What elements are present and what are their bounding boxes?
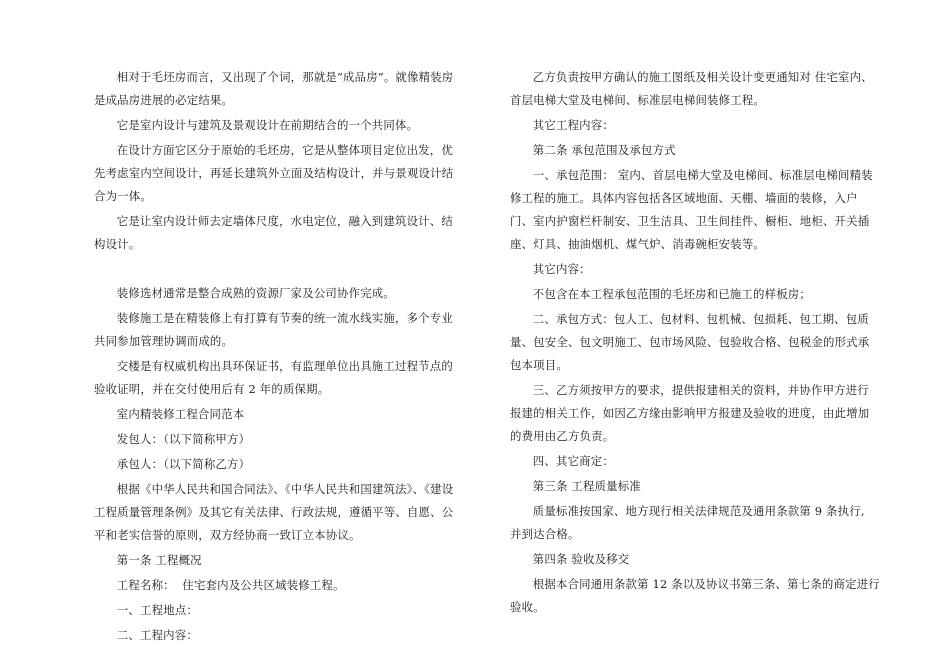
paragraph: 其它工程内容： <box>532 118 614 132</box>
paragraph: 根据本合同通用条款第 12 条以及协议书第三条、第七条的商定进行验收。 <box>510 577 880 614</box>
paragraph: 它是室内设计与建筑及景观设计在前期结合的一个共同体。 <box>116 118 419 132</box>
paragraph: 一、承包范围： 室内、首层电梯大堂及电梯间、标准层电梯间精装修工程的施工。具体内容包括各区域地面、天棚、墙面的装修，入户门、室内护窗栏杆制安、卫生洁具、卫生间挂件、橱柜、地柜、开关插座、灯具、抽油烟机、煤气炉、消毒碗柜安装等。 <box>510 168 873 251</box>
paragraph: 根据《中华人民共和国合同法》、《中华人民共和国建筑法》、《建设工程质量管理条例》及其它有关法律、行政法规，遵循平等、自愿、公平和老实信誉的原则，双方经协商一致订立本协议。 <box>94 482 454 542</box>
paragraph: 二、承包方式：包人工、包材料、包机械、包损耗、包工期、包质量、包安全、包文明施工、包市场风险、包验收合格、包税金的形式承包本项目。 <box>510 312 870 372</box>
article-heading: 第一条 工程概况 <box>116 553 202 567</box>
paragraph: 不包含在本工程承包范围的毛坯房和已施工的样板房； <box>532 287 811 301</box>
paragraph: 乙方负责按甲方确认的施工图纸及相关设计变更通知对 住宅室内、首层电梯大堂及电梯间、标准层电梯间装修工程。 <box>510 70 873 107</box>
blank-line <box>94 258 464 282</box>
employer-line: 发包人：（以下简称甲方） <box>116 432 251 446</box>
article-heading: 第四条 验收及移交 <box>532 552 630 566</box>
paragraph: 工程名称： 住宅套内及公共区域装修工程。 <box>116 578 345 592</box>
paragraph: 二、工程内容： <box>116 628 198 642</box>
contract-title: 室内精装修工程合同范本 <box>116 407 245 421</box>
article-heading: 第三条 工程质量标准 <box>532 479 641 493</box>
left-column <box>94 66 464 649</box>
paragraph: 在设计方面它区分于原始的毛坯房，它是从整体项目定位出发，优先考虑室内空间设计，再延长建筑外立面及结构设计，并与景观设计结合为一体。 <box>94 143 454 203</box>
paragraph: 相对于毛坯房而言，又出现了个词，那就是“成品房”。就像精装房是成品房进展的必定结果。 <box>94 70 454 107</box>
paragraph: 四、其它商定： <box>532 454 614 468</box>
paragraph: 它是让室内设计师去定墙体尺度，水电定位，融入到建筑设计、结构设计。 <box>94 214 453 251</box>
contractor-line: 承包人：（以下简称乙方） <box>116 457 251 471</box>
paragraph: 三、乙方须按甲方的要求，提供报建相关的资料，并协作甲方进行报建的相关工作，如因乙方缘由影响甲方报建及验收的进度，由此增加的费用由乙方负责。 <box>510 383 870 443</box>
article-heading: 第二条 承包范围及承包方式 <box>532 143 676 157</box>
paragraph: 一、工程地点： <box>116 603 198 617</box>
right-column <box>510 66 880 621</box>
paragraph: 质量标准按国家、地方现行相关法律规范及通用条款第 9 条执行, 并到达合格。 <box>510 504 869 541</box>
paragraph: 交楼是有权威机构出具环保证书，有监理单位出具施工过程节点的验收证明，并在交付使用后有 2 年的质保期。 <box>94 359 453 396</box>
paragraph: 其它内容： <box>532 262 591 276</box>
paragraph: 装修施工是在精装修上有打算有节奏的统一流水线实施，多个专业共同参加管理协调而成的。 <box>94 311 453 348</box>
paragraph: 装修选材通常是整合成熟的资源厂家及公司协作完成。 <box>116 286 395 300</box>
